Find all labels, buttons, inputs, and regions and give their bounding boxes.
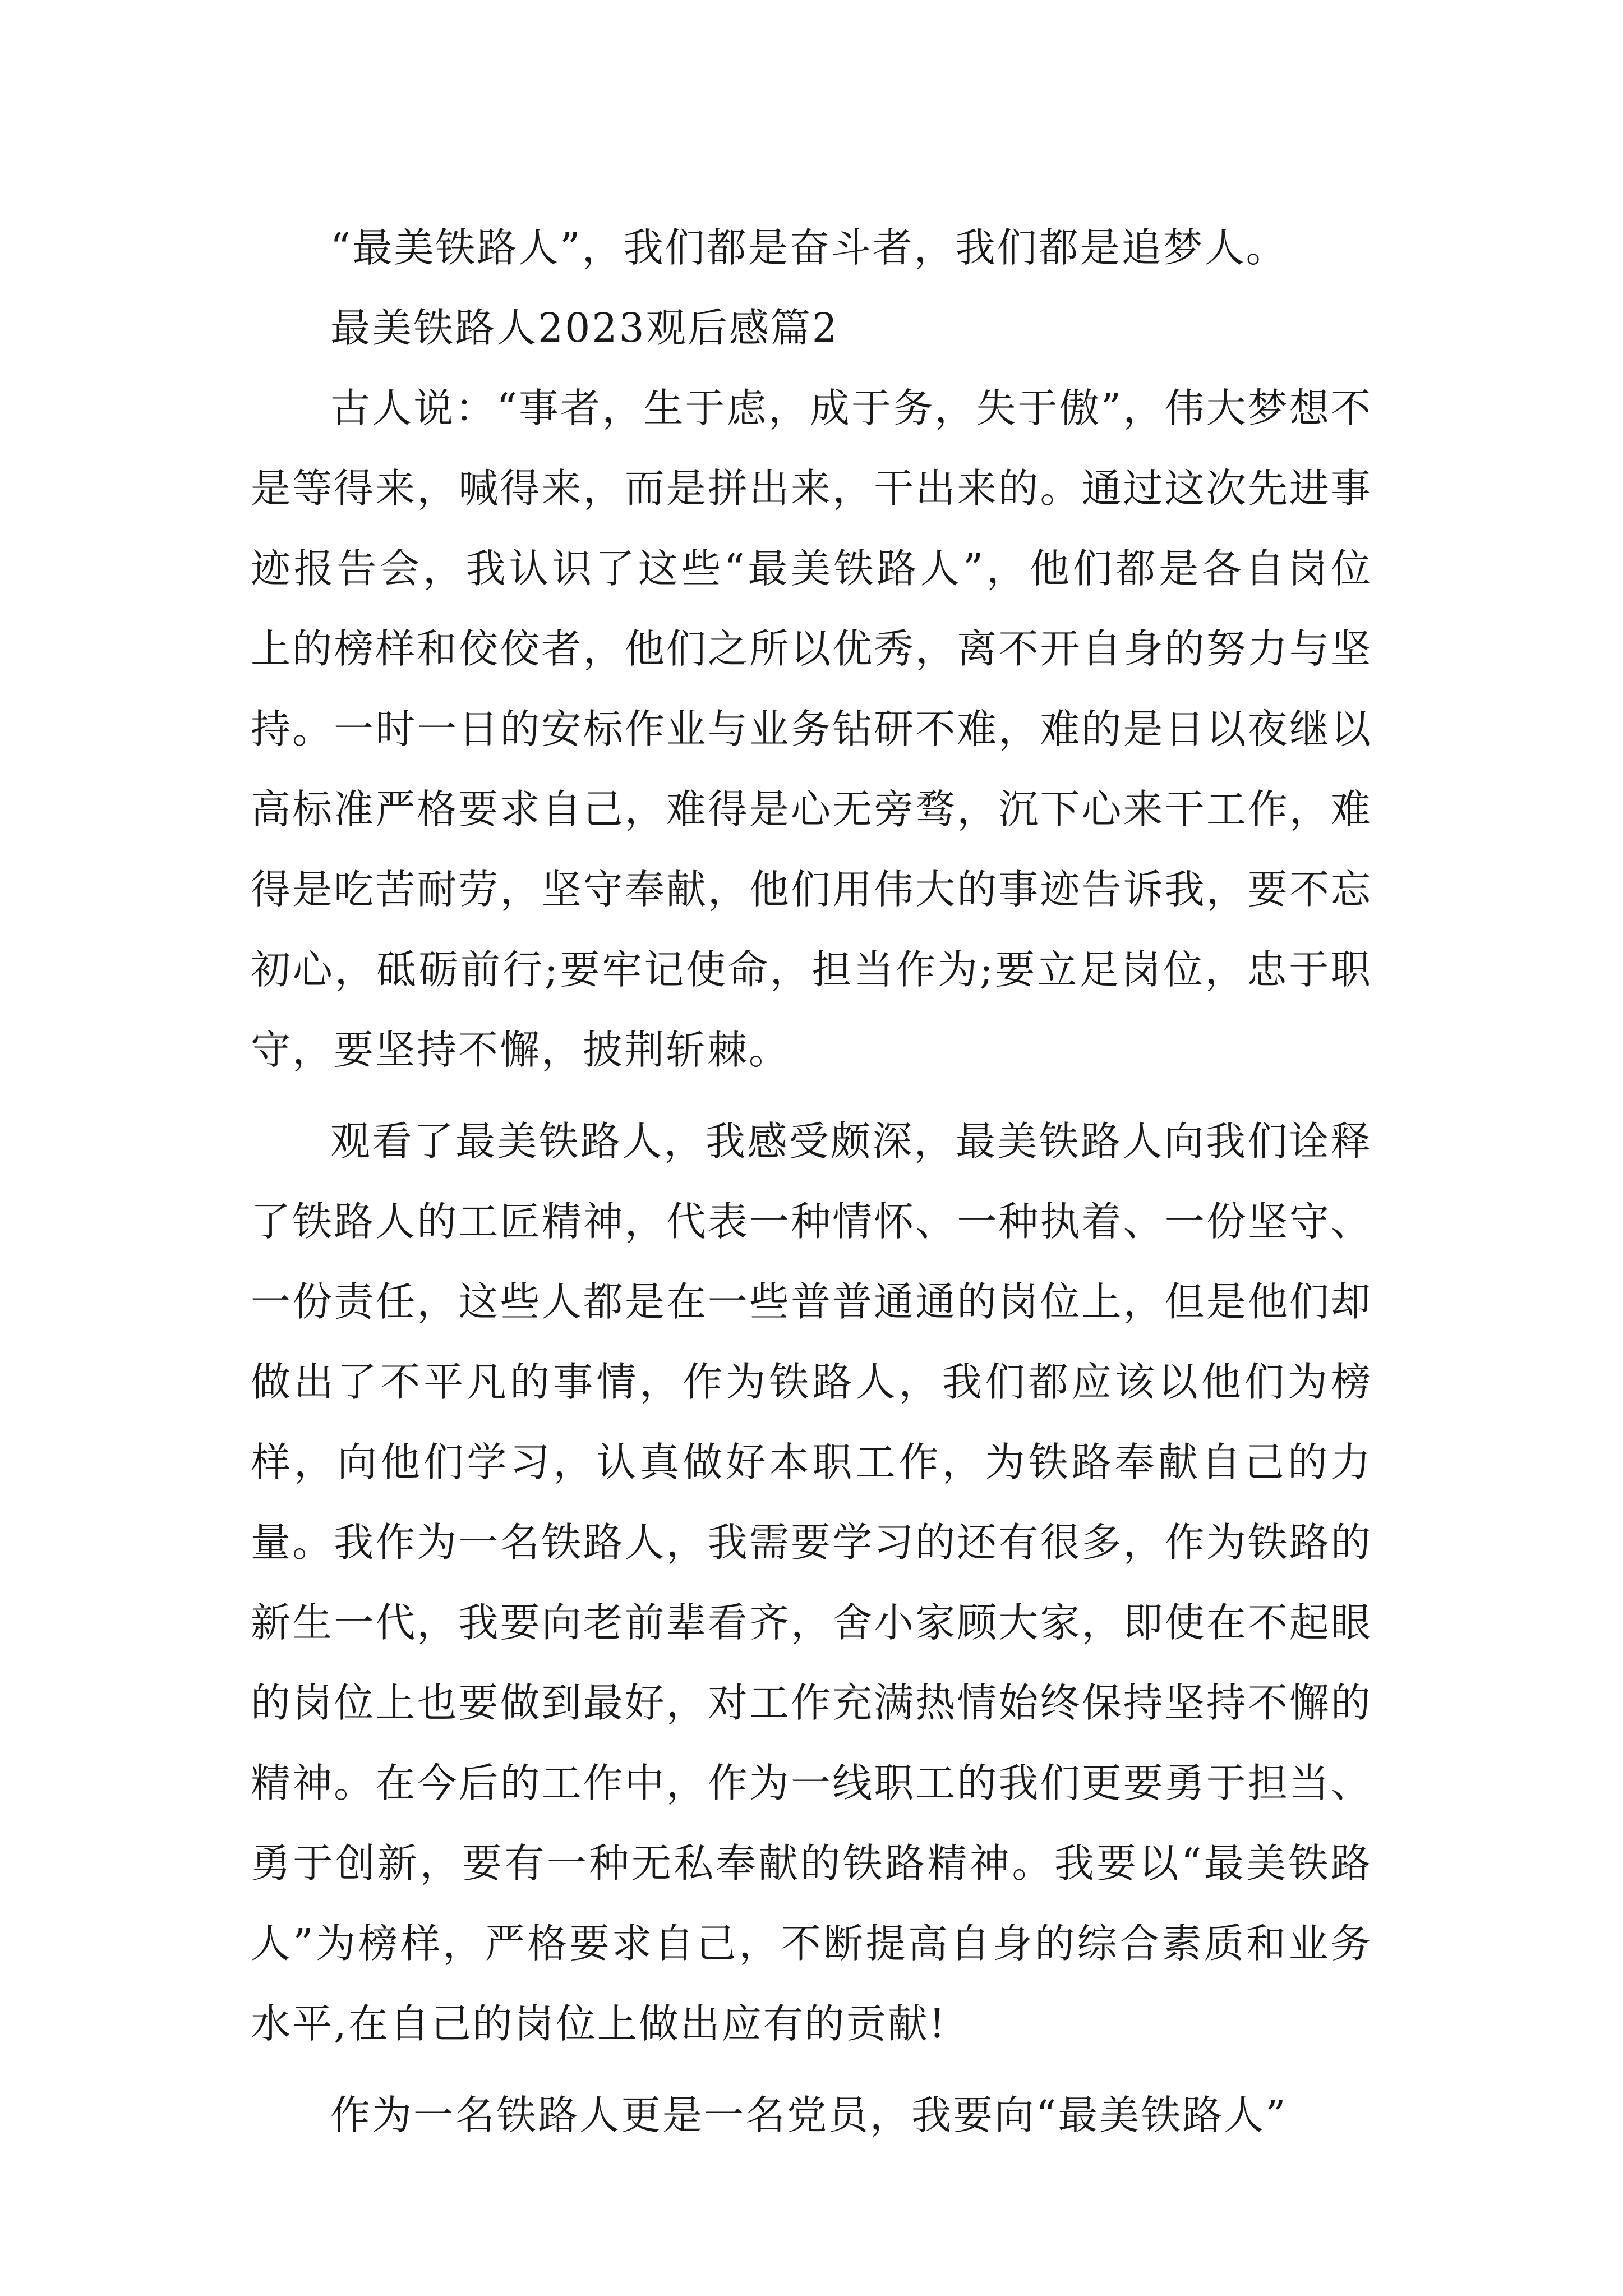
- paragraph-closing-line: “最美铁路人”，我们都是奋斗者，我们都是追梦人。: [330, 224, 1288, 271]
- document-body: [251, 208, 1372, 2155]
- paragraph-reflection: 观看了最美铁路人，我感受颇深，最美铁路人向我们诠释了铁路人的工匠精神，代表一种情怀、一种执着、一份坚守、一份责任，这些人都是在一些普普通通的岗位上，但是他们却做出了不平凡的事情，作为铁路人，我们都应该以他们为榜样，向他们学习，认真做好本职工作，为铁路奉献自己的力量。我作为一名铁路人，我需要学习的还有很多，作为铁路的新生一代，我要向老前辈看齐，舍小家顾大家，即使在不起眼的岗位上也要做到最好，对工作充满热情始终保持坚持不懈的精神。在今后的工作中，作为一线职工的我们更要勇于担当、勇于创新，要有一种无私奉献的铁路精神。我要以“最美铁路人”为榜样，严格要求自己，不断提高自身的综合素质和业务水平,在自己的岗位上做出应有的贡献!: [251, 1118, 1372, 2047]
- paragraph-ancient-saying: 古人说：“事者，生于虑，成于务，失于傲”，伟大梦想不是等得来，喊得来，而是拼出来，干出来的。通过这次先进事迹报告会，我认识了这些“最美铁路人”，他们都是各自岗位上的榜样和佼佼者，他们之所以优秀，离不开自身的努力与坚持。一时一日的安标作业与业务钻研不难，难的是日以夜继以高标准严格要求自己，难得是心无旁骛，沉下心来干工作，难得是吃苦耐劳，坚守奉献，他们用伟大的事迹告诉我，要不忘初心，砥砺前行;要牢记使命，担当作为;要立足岗位，忠于职守，要坚持不懈，披荆斩棘。: [251, 385, 1372, 1073]
- section-heading: 最美铁路人2023观后感篇2: [330, 305, 839, 351]
- paragraph-party-member: 作为一名铁路人更是一名党员，我要向“最美铁路人”: [330, 2092, 1288, 2138]
